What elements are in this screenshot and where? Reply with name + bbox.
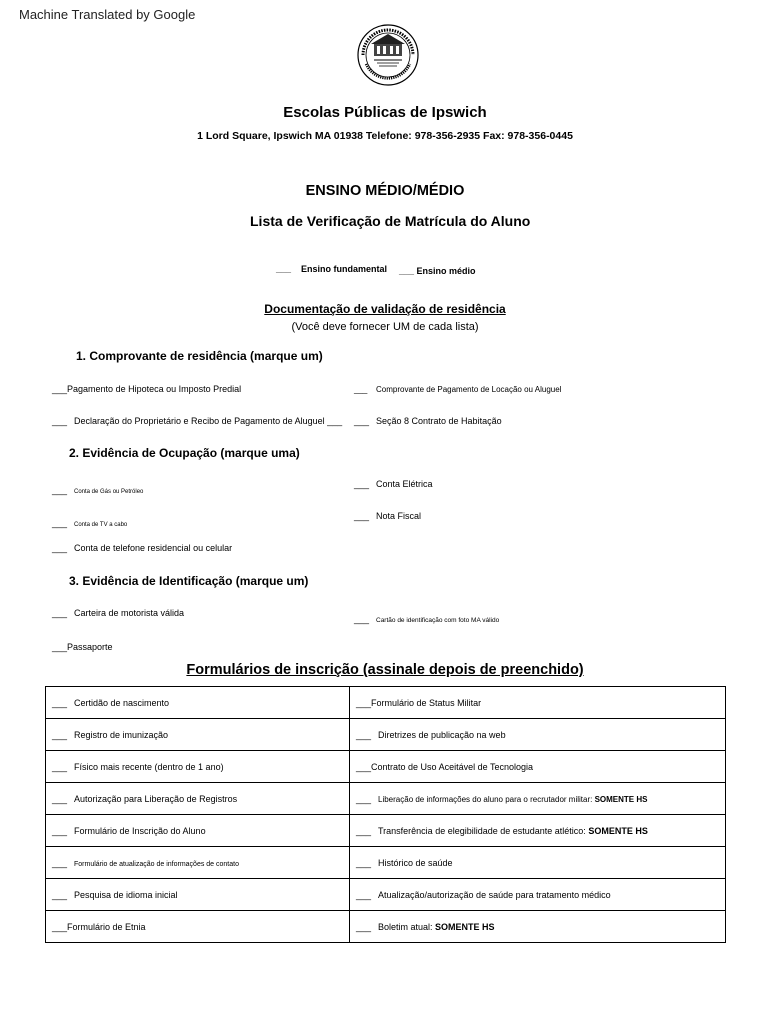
proof-heading: 1. Comprovante de residência (marque um) bbox=[76, 349, 323, 363]
id-item-label: Cartão de identificação com foto MA válido bbox=[376, 617, 500, 624]
hs-only-badge: SOMENTE HS bbox=[594, 794, 648, 804]
table-row bbox=[46, 719, 726, 751]
form-item[interactable] bbox=[46, 847, 350, 879]
form-item-label: Boletim atual: bbox=[378, 921, 433, 932]
school-name: Escolas Públicas de Ipswich bbox=[283, 104, 487, 121]
form-item[interactable] bbox=[46, 783, 350, 815]
checkbox-blank[interactable]: ___ bbox=[52, 761, 68, 772]
form-item-label: Formulário de Inscrição do Aluno bbox=[74, 825, 206, 836]
level-elementary-label: Ensino fundamental bbox=[301, 264, 388, 274]
level-high-label: Ensino médio bbox=[416, 266, 476, 276]
hs-only-badge: SOMENTE HS bbox=[435, 921, 495, 932]
form-item[interactable] bbox=[46, 687, 350, 719]
occupancy-item-label: Conta Elétrica bbox=[376, 479, 433, 489]
checkbox-blank[interactable]: ___ bbox=[52, 729, 68, 740]
checkbox-blank[interactable]: ___ bbox=[52, 485, 68, 495]
form-item-label: Diretrizes de publicação na web bbox=[378, 729, 506, 740]
form-item-label: Autorização para Liberação de Registros bbox=[74, 793, 238, 804]
form-item-label: Contrato de Uso Aceitável de Tecnologia bbox=[371, 761, 533, 772]
checkbox-blank[interactable]: ___ bbox=[356, 697, 372, 708]
proof-item-label: Pagamento de Hipoteca ou Imposto Predial bbox=[67, 384, 242, 394]
checkbox-blank[interactable]: ___ bbox=[52, 697, 68, 708]
checkbox-blank[interactable]: ___ bbox=[354, 416, 370, 426]
form-item[interactable] bbox=[350, 879, 726, 911]
form-item-label: Formulário de atualização de informações de contato bbox=[74, 860, 239, 868]
table-row bbox=[46, 879, 726, 911]
level-elementary-option[interactable] bbox=[276, 264, 387, 274]
checkbox-blank[interactable]: ___ bbox=[276, 264, 292, 274]
checkbox-blank[interactable]: ___ bbox=[356, 793, 372, 804]
form-item[interactable] bbox=[46, 751, 350, 783]
form-item[interactable] bbox=[46, 911, 350, 943]
form-item[interactable] bbox=[350, 687, 726, 719]
occupancy-item-cable[interactable] bbox=[52, 513, 127, 531]
checkbox-blank[interactable]: ___ bbox=[354, 511, 370, 521]
occupancy-item-label: Nota Fiscal bbox=[376, 511, 422, 521]
checkbox-blank[interactable]: ___ bbox=[52, 384, 68, 394]
id-item-label: Passaporte bbox=[67, 642, 113, 652]
checkbox-blank[interactable]: ___ bbox=[354, 479, 370, 489]
residency-heading: Documentação de validação de residência bbox=[264, 302, 506, 316]
form-item-label: Certidão de nascimento bbox=[74, 697, 170, 708]
form-item[interactable] bbox=[350, 911, 726, 943]
id-item-license[interactable] bbox=[52, 608, 184, 618]
proof-item-landlord[interactable] bbox=[52, 416, 342, 426]
id-item-label: Carteira de motorista válida bbox=[74, 608, 185, 618]
form-item[interactable] bbox=[350, 847, 726, 879]
proof-item-label: Declaração do Proprietário e Recibo de Pagamento de Aluguel ___ bbox=[74, 416, 343, 426]
occupancy-heading: 2. Evidência de Ocupação (marque uma) bbox=[69, 446, 300, 460]
forms-heading: Formulários de inscrição (assinale depois de preenchido) bbox=[186, 662, 584, 678]
checkbox-blank[interactable]: ___ bbox=[52, 518, 68, 528]
occupancy-item-electric[interactable] bbox=[354, 479, 433, 489]
checkbox-blank[interactable]: ___ bbox=[356, 857, 372, 868]
proof-item-label: Seção 8 Contrato de Habitação bbox=[376, 416, 502, 426]
form-item-label: Pesquisa de idioma inicial bbox=[74, 889, 178, 900]
id-item-ma-card[interactable] bbox=[354, 609, 499, 627]
form-item-label: Formulário de Status Militar bbox=[371, 697, 482, 708]
checkbox-blank[interactable]: ___ bbox=[52, 825, 68, 836]
form-item-label: Registro de imunização bbox=[74, 729, 169, 740]
checkbox-blank[interactable]: ___ bbox=[356, 825, 372, 836]
table-row bbox=[46, 815, 726, 847]
checkbox-blank[interactable]: ___ bbox=[356, 761, 372, 772]
checkbox-blank[interactable]: ___ bbox=[52, 921, 68, 932]
proof-item-lease[interactable] bbox=[354, 385, 561, 394]
form-item[interactable] bbox=[350, 719, 726, 751]
table-row bbox=[46, 783, 726, 815]
form-item-label: Físico mais recente (dentro de 1 ano) bbox=[74, 761, 224, 772]
form-item[interactable] bbox=[46, 815, 350, 847]
form-item-label: Transferência de elegibilidade de estudante atlético: bbox=[378, 825, 586, 836]
id-heading: 3. Evidência de Identificação (marque um) bbox=[69, 574, 309, 588]
form-item-label: Histórico de saúde bbox=[378, 857, 453, 868]
level-high-option[interactable] bbox=[399, 266, 476, 276]
checkbox-blank[interactable]: ___ bbox=[356, 889, 372, 900]
table-row bbox=[46, 847, 726, 879]
checkbox-blank[interactable]: ___ bbox=[52, 793, 68, 804]
occupancy-item-invoice[interactable] bbox=[354, 511, 421, 521]
checkbox-blank[interactable]: ___ bbox=[52, 642, 68, 652]
checkbox-blank[interactable]: ___ bbox=[52, 543, 68, 553]
hs-only-badge: SOMENTE HS bbox=[588, 825, 648, 836]
form-item[interactable] bbox=[350, 751, 726, 783]
form-item-label: Formulário de Etnia bbox=[67, 921, 146, 932]
checkbox-blank[interactable]: ___ bbox=[399, 266, 415, 276]
form-item-label: Atualização/autorização de saúde para tratamento médico bbox=[378, 889, 611, 900]
school-address: 1 Lord Square, Ipswich MA 01938 Telefone: 978-356-2935 Fax: 978-356-0445 bbox=[197, 130, 573, 142]
form-item-label: Liberação de informações do aluno para o recrutador militar: bbox=[378, 794, 593, 804]
occupancy-item-label: Conta de telefone residencial ou celular bbox=[74, 543, 233, 553]
form-item[interactable] bbox=[350, 783, 726, 815]
occupancy-item-label: Conta de Gás ou Petróleo bbox=[74, 489, 144, 495]
checkbox-blank[interactable]: ___ bbox=[354, 385, 368, 394]
occupancy-item-phone[interactable] bbox=[52, 543, 232, 553]
checkbox-blank[interactable]: ___ bbox=[52, 857, 68, 868]
table-row bbox=[46, 911, 726, 943]
checkbox-blank[interactable]: ___ bbox=[52, 608, 68, 618]
forms-table bbox=[45, 686, 726, 943]
school-seal-logo bbox=[357, 24, 419, 86]
checkbox-blank[interactable]: ___ bbox=[356, 729, 372, 740]
id-item-passport[interactable] bbox=[52, 642, 113, 652]
machine-translation-banner: Machine Translated by Google bbox=[19, 7, 196, 22]
proof-item-mortgage[interactable] bbox=[52, 384, 241, 394]
occupancy-item-label: Conta de TV a cabo bbox=[74, 522, 128, 528]
proof-item-label: Comprovante de Pagamento de Locação ou Aluguel bbox=[376, 385, 562, 394]
form-item[interactable] bbox=[350, 815, 726, 847]
form-item[interactable] bbox=[46, 879, 350, 911]
page-subtitle: Lista de Verificação de Matrícula do Aluno bbox=[250, 213, 531, 229]
checkbox-blank[interactable]: ___ bbox=[52, 416, 68, 426]
residency-note: (Você deve fornecer UM de cada lista) bbox=[291, 321, 479, 333]
occupancy-item-gas[interactable] bbox=[52, 480, 143, 498]
checkbox-blank[interactable]: ___ bbox=[354, 614, 370, 624]
page-title: ENSINO MÉDIO/MÉDIO bbox=[305, 183, 465, 199]
table-row bbox=[46, 687, 726, 719]
checkbox-blank[interactable]: ___ bbox=[52, 889, 68, 900]
table-row bbox=[46, 751, 726, 783]
form-item[interactable] bbox=[46, 719, 350, 751]
proof-item-section8[interactable] bbox=[354, 416, 502, 426]
checkbox-blank[interactable]: ___ bbox=[356, 921, 372, 932]
